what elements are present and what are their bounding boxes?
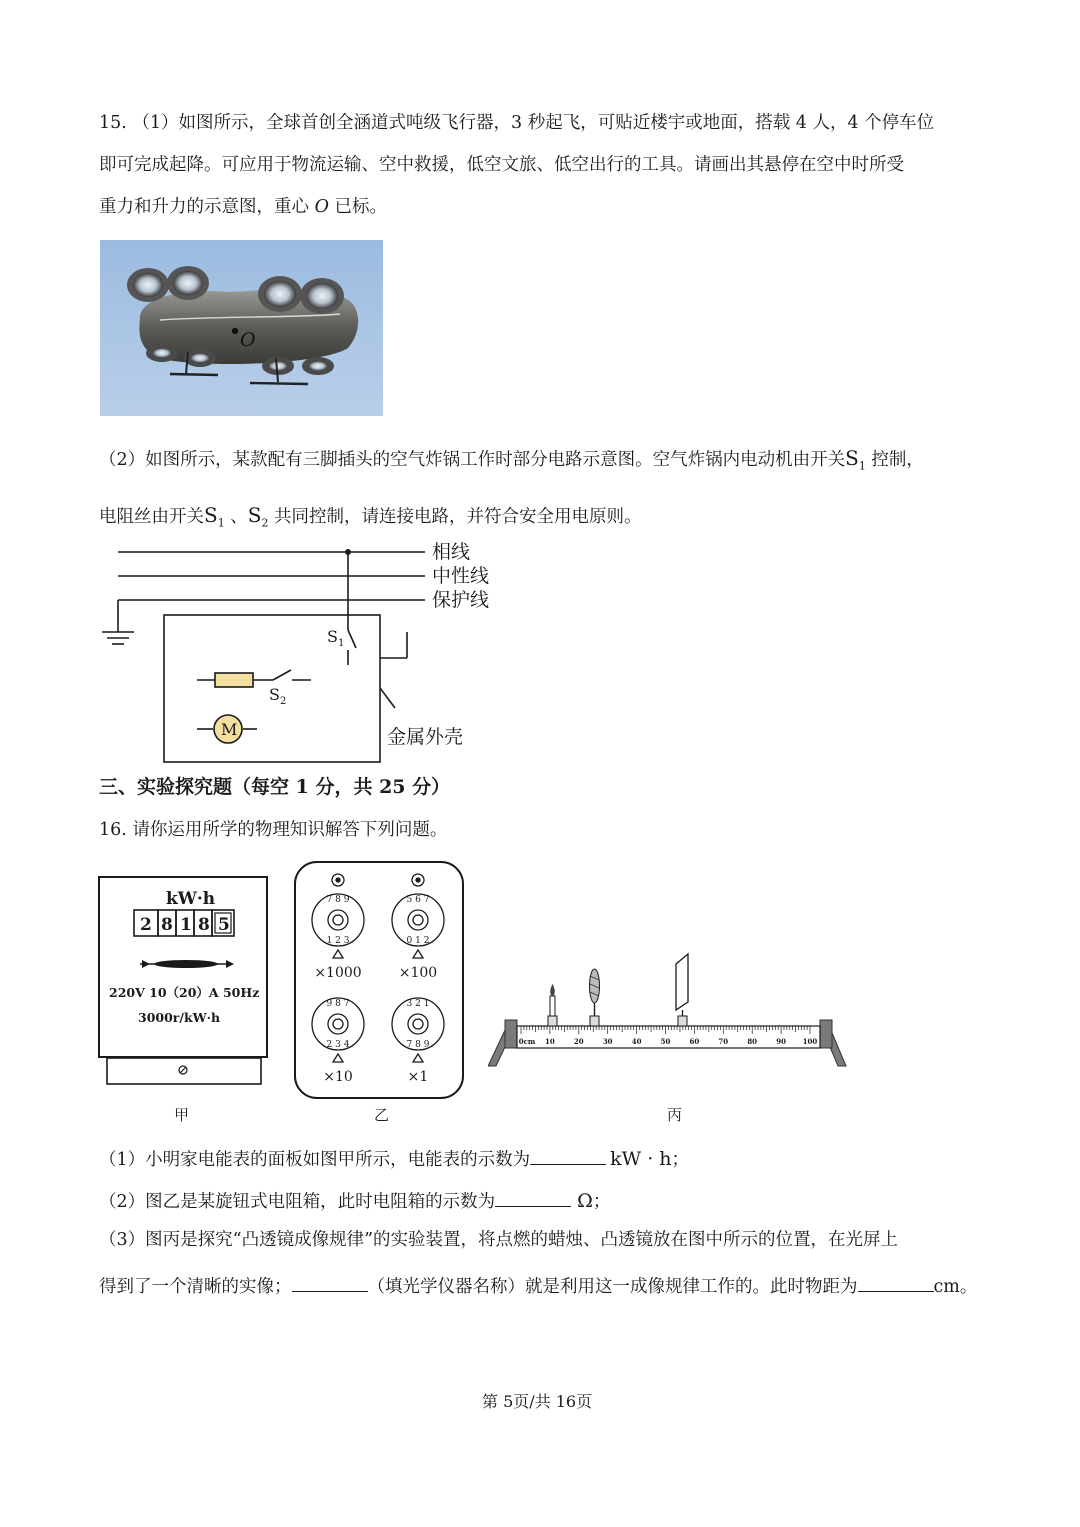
q16-sub3-text-b: （填光学仪器名称）就是利用这一成像规律工作的。此时物距为 [367, 1277, 858, 1297]
q16-sub3-unit: cm。 [933, 1277, 978, 1297]
svg-text:0 1 2: 0 1 2 [406, 936, 430, 946]
bench-tick-label: 60 [689, 1037, 700, 1046]
meter-digit-5: 5 [218, 915, 230, 935]
live-wire-label: 相线 [432, 541, 471, 563]
q15-part1-line2: 即可完成起降。可应用于物流运输、空中救援，低空文旅、低空出行的工具。请画出其悬停在空中时所受 [99, 155, 904, 175]
bench-tick-label: 70 [718, 1037, 729, 1046]
q16-sub3-text-a: 得到了一个清晰的实像； [99, 1277, 292, 1297]
q16-sub2-text: （2）图乙是某旋钮式电阻箱，此时电阻箱的示数为 [99, 1192, 496, 1212]
caption-jia: 甲 [174, 1106, 190, 1124]
bench-tick-label: 90 [776, 1037, 786, 1046]
bench-tick-label: 30 [602, 1037, 613, 1046]
q15-part2-line1 [99, 448, 924, 472]
s1-label: S [327, 627, 338, 646]
q15-part2-line2-text: 电阻丝由开关 [99, 507, 204, 527]
q15-part1-line3-text-a: 重力和升力的示意图，重心 [99, 197, 315, 217]
junction-dot [345, 549, 351, 555]
motor-label: M [221, 720, 238, 739]
switch-s1-symbol: S [845, 446, 859, 470]
meter-digit-4: 8 [198, 915, 210, 935]
svg-text:9 8 7: 9 8 7 [326, 999, 350, 1009]
ground-wire-label: 保护线 [432, 589, 490, 611]
meter-digit-2: 8 [161, 915, 173, 935]
bench-tick-label: 10 [545, 1037, 555, 1046]
optical-bench [488, 950, 848, 1070]
meter-spec-2: 3000r/kW·h [138, 1010, 221, 1025]
dial-label-1000: ×1000 [314, 965, 362, 981]
s2-label-sub: 2 [280, 696, 287, 707]
caption-yi: 乙 [374, 1106, 390, 1124]
svg-text:2 3 4: 2 3 4 [326, 1040, 350, 1050]
q16-sub2-end: ； [592, 1192, 611, 1212]
switch-s2-symbol: S [247, 503, 262, 527]
dial-label-100: ×100 [398, 965, 438, 981]
q16-sub1 [99, 1148, 689, 1170]
q16-sub1-text: （1）小明家电能表的面板如图甲所示，电能表的示数为 [99, 1150, 531, 1170]
aircraft-photo [100, 240, 383, 416]
switch-s2-subscript: 2 [261, 516, 269, 530]
circuit-diagram [95, 540, 515, 770]
meter-digit-3: 1 [180, 915, 192, 935]
q15-part1-line3-text-b: 已标。 [328, 197, 387, 217]
meter-digit-1: 2 [140, 915, 152, 935]
switch-s1-subscript: 1 [858, 459, 866, 473]
switch-s1-symbol-2: S [204, 503, 218, 527]
center-of-gravity-label: O [314, 197, 329, 217]
switch-s1-subscript-2: 1 [217, 516, 225, 530]
answer-blank-3[interactable] [292, 1275, 368, 1292]
q16-sub2 [99, 1190, 610, 1212]
s1-label-sub: 1 [338, 638, 345, 649]
q15-part2-line1-end: 控制， [865, 450, 924, 470]
dial-label-1: ×1 [407, 1069, 429, 1085]
neutral-wire-label: 中性线 [432, 565, 490, 587]
caption-bing: 丙 [667, 1106, 683, 1124]
answer-blank-1[interactable] [530, 1148, 606, 1165]
bench-tick-label: 0cm [518, 1037, 536, 1046]
svg-text:7 8 9: 7 8 9 [326, 895, 350, 905]
bench-tick-label: 100 [802, 1037, 818, 1046]
metal-shell-label: 金属外壳 [387, 726, 464, 748]
answer-blank-2[interactable] [495, 1190, 571, 1207]
resistance-box [293, 860, 467, 1100]
q16-sub1-end: ； [671, 1150, 690, 1170]
q15-part1-line1: 15. （1）如图所示，全球首创全涵道式吨级飞行器，3 秒起飞，可贴近楼宇或地面，搭载 4 人，4 个停车位 [99, 113, 935, 133]
bench-tick-label: 20 [573, 1037, 584, 1046]
bench-tick-label: 40 [631, 1037, 642, 1046]
section-3-heading: 三、实验探究题（每空 1 分，共 25 分） [99, 776, 451, 798]
bench-tick-label: 50 [660, 1037, 671, 1046]
resistor-symbol [215, 673, 253, 687]
svg-text:1 2 3: 1 2 3 [326, 936, 350, 946]
electricity-meter [98, 876, 270, 1088]
meter-spec-1: 220V 10（20）A 50Hz [109, 985, 260, 1000]
dial-label-10: ×10 [323, 1069, 353, 1085]
q15-part2-line1-text: （2）如图所示，某款配有三脚插头的空气炸锅工作时部分电路示意图。空气炸锅内电动机由开关 [99, 450, 846, 470]
q16-sub3-line2 [99, 1275, 977, 1297]
svg-text:3 2 1: 3 2 1 [406, 999, 430, 1009]
q15-part2-line2-end: 共同控制，请连接电路，并符合安全用电原则。 [268, 507, 642, 527]
photo-o-label: O [240, 329, 256, 351]
answer-blank-4[interactable] [858, 1275, 934, 1292]
s2-label: S [269, 685, 280, 704]
q15-part1-line3 [99, 199, 387, 217]
svg-text:7 8 9: 7 8 9 [406, 1040, 430, 1050]
light-screen [676, 954, 688, 1026]
svg-text:5 6 7: 5 6 7 [406, 895, 430, 905]
q15-part2-line2 [99, 505, 642, 529]
q16-sub2-unit: Ω [577, 1190, 593, 1212]
convex-lens [590, 969, 600, 1026]
q16-sub1-unit: kW · h [610, 1148, 672, 1170]
meter-unit: kW·h [166, 889, 216, 909]
candle [548, 984, 557, 1026]
q15-part2-line2-sep: 、 [224, 507, 248, 527]
bench-tick-label: 80 [747, 1037, 758, 1046]
page-number: 第 5页/共 16页 [482, 1392, 593, 1411]
q16-stem: 16. 请你运用所学的物理知识解答下列问题。 [99, 820, 448, 840]
q16-sub3-line1: （3）图丙是探究“凸透镜成像规律”的实验装置，将点燃的蜡烛、凸透镜放在图中所示的位置，在光屏上 [99, 1230, 899, 1250]
